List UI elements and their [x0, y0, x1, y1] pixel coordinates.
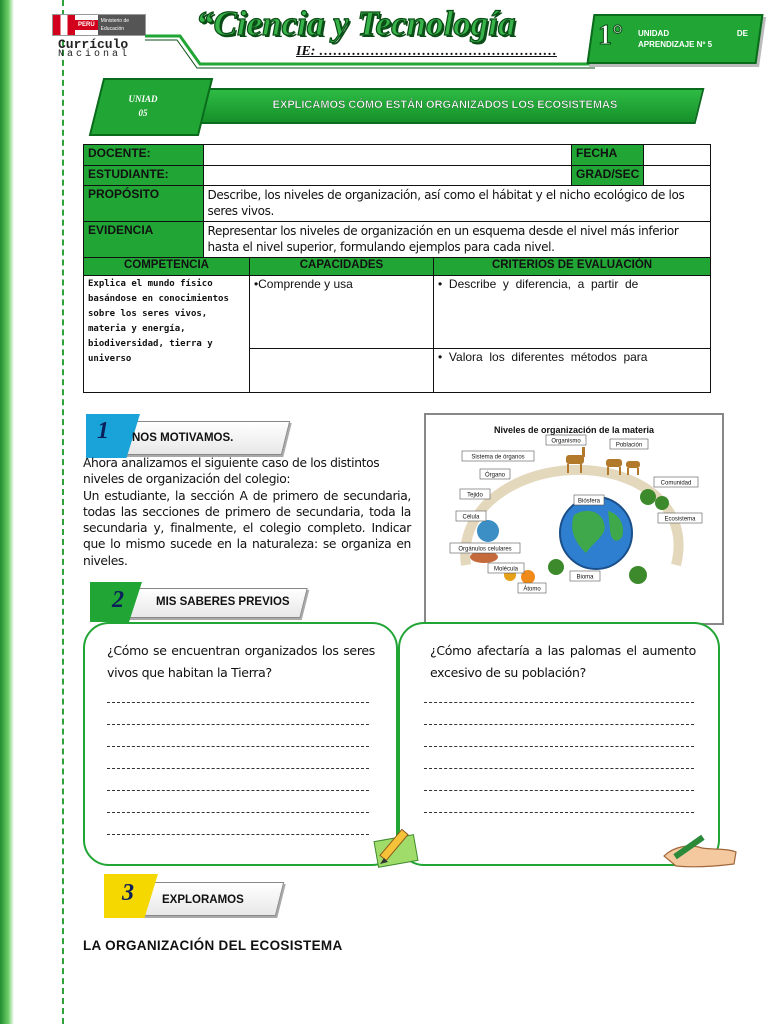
curriculo-title: Currículo — [58, 37, 129, 52]
section1-label: NOS MOTIVAMOS. — [132, 432, 234, 444]
cell-icon — [477, 520, 499, 542]
grade-number: 1° — [598, 20, 624, 51]
docente-field[interactable] — [203, 145, 571, 166]
label-molecula: Molécula — [493, 566, 519, 573]
evidencia-label: EVIDENCIA — [84, 222, 204, 258]
label-celula: Célula — [462, 514, 480, 521]
question-box-1[interactable] — [83, 622, 398, 866]
unit-number-label — [110, 92, 176, 120]
left-dashed-line — [62, 0, 64, 1024]
left-border-stripe — [0, 0, 14, 1024]
unit-title: EXPLICAMOS CÓMO ESTÁN ORGANIZADOS LOS ECOSISTEMAS — [272, 99, 618, 111]
col-competencia: COMPETENCIA — [84, 258, 250, 276]
label-organismo: Organismo — [551, 438, 581, 445]
label-organelos: Orgánulos celulares — [458, 546, 512, 553]
capacidad-1: •Comprende y usa — [249, 276, 433, 349]
section1-paragraph-1: Ahora analizamos el siguiente caso de los distintos niveles de organización del colegio: — [83, 456, 380, 487]
ie-field-label: IE: …………………………………………… — [296, 44, 557, 59]
gradsec-label: GRAD/SEC — [571, 166, 643, 186]
question-2: ¿Cómo afectaría a las palomas el aumento excesivo de su población? — [430, 643, 696, 680]
capacidad-2 — [249, 349, 433, 393]
section1-text — [83, 455, 411, 569]
label-sistema: Sistema de órganos — [471, 454, 525, 461]
unit-label-number: 05 — [138, 108, 148, 118]
unit-word-1: UNIDAD — [638, 29, 670, 38]
ecosystem-heading: LA ORGANIZACIÓN DEL ECOSISTEMA — [83, 938, 343, 953]
label-poblacion: Población — [615, 442, 643, 449]
question-1: ¿Cómo se encuentran organizados los seres vivos que habitan la Tierra? — [107, 643, 375, 680]
fecha-field[interactable] — [644, 145, 711, 166]
criterio-1: • Describe y diferencia, a partir de — [434, 276, 711, 349]
section3-label: EXPLORAMOS — [162, 894, 244, 906]
section3-number: 3 — [122, 880, 134, 906]
section2-number: 2 — [112, 587, 124, 613]
organization-levels-diagram — [424, 413, 724, 625]
label-biosfera: Biósfera — [577, 498, 601, 505]
pencil-icon — [372, 824, 428, 872]
unit-label-word: UNIAD — [128, 94, 158, 104]
answer-lines-1[interactable] — [107, 702, 369, 835]
unit-word-2: DE — [736, 29, 748, 38]
section1-number: 1 — [97, 418, 109, 444]
estudiante-field[interactable] — [203, 166, 571, 186]
label-ecosistema: Ecosistema — [664, 516, 696, 523]
unit-word-3: APRENDIZAJE Nº 5 — [638, 40, 713, 49]
label-organo: Órgano — [484, 472, 506, 479]
session-info-table — [83, 144, 711, 393]
col-criterios: CRITERIOS DE EVALUACIÓN — [434, 258, 711, 276]
label-bioma: Bioma — [576, 574, 594, 581]
section1-paragraph-2: Un estudiante, la sección A de primero de secundaria, todas las secciones de primero de secundaria, toda la secundaria y, finalmente, el colegio completo. Indicar que lo mismo sucede en la naturaleza: se organiza en niveles. — [83, 488, 411, 568]
label-atomo: Átomo — [523, 586, 541, 593]
gradsec-field[interactable] — [644, 166, 711, 186]
proposito-value: Describe, los niveles de organización, así como el hábitat y el nicho ecológico de los seres vivos. — [203, 186, 711, 222]
evidencia-value: Representar los niveles de organización en un esquema desde el nivel más inferior hasta el nivel superior, formulando ejemplos para cada nivel. — [203, 222, 711, 258]
estudiante-label: ESTUDIANTE: — [84, 166, 204, 186]
unit-grade-label — [638, 28, 748, 50]
section2-label: MIS SABERES PREVIOS — [156, 596, 290, 608]
label-comunidad: Comunidad — [660, 480, 692, 487]
writing-hand-icon — [656, 826, 740, 870]
logo-ministry: Ministerio de Educación — [98, 15, 145, 35]
logo-country: PERÚ — [75, 20, 98, 30]
main-title: “Ciencia y Tecnología — [196, 4, 516, 43]
fecha-label: FECHA — [571, 145, 643, 166]
diagram-title: Niveles de organización de la materia — [493, 425, 655, 435]
competencia-value: Explica el mundo físico basándose en conocimientos sobre los seres vivos, materia y energía, biodiversidad, tierra y universo — [84, 276, 250, 393]
ministry-logo — [52, 14, 146, 36]
label-tejido: Tejido — [467, 492, 483, 499]
answer-lines-2[interactable] — [424, 702, 694, 813]
col-capacidades: CAPACIDADES — [249, 258, 433, 276]
curriculo-subtitle: Nacional — [58, 49, 131, 60]
proposito-label: PROPÓSITO — [84, 186, 204, 222]
peru-flag-icon — [53, 15, 75, 35]
docente-label: DOCENTE: — [84, 145, 204, 166]
criterio-2: • Valora los diferentes métodos para — [434, 349, 711, 393]
